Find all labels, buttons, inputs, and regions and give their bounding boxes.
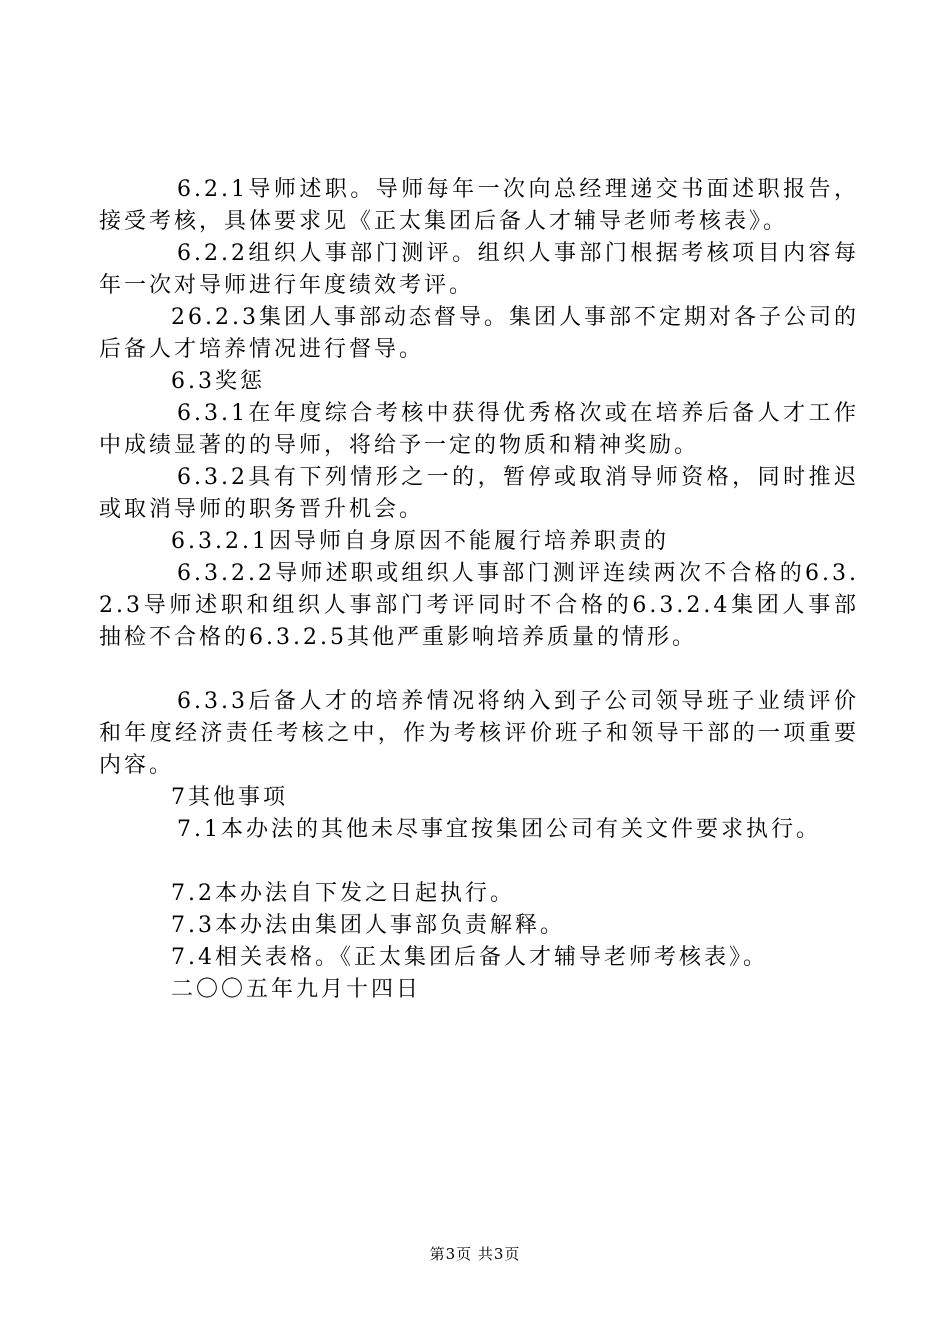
- paragraph-7-4: 7.4相关表格。《正太集团后备人才辅导老师考核表》。: [171, 945, 768, 970]
- document-body: [99, 174, 859, 1006]
- paragraph-7-2: 7.2本办法自下发之日起执行。: [171, 881, 515, 906]
- paragraph-6-3-2-1: 6.3.2.1因导师自身原因不能履行培养职责的: [171, 529, 669, 554]
- document-date: 二〇〇五年九月十四日: [171, 977, 422, 1002]
- paragraph-6-3-2-2: 6.3.2.2导师述职或组织人事部门测评连续两次不合格的6.3.2.3导师述职和组织人事部门考评同时不合格的6.3.2.4集团人事部抽检不合格的6.3.2.5其他严重影响培养质量的情形。: [99, 561, 859, 650]
- paragraph-7-3: 7.3本办法由集团人事部负责解释。: [171, 913, 565, 938]
- heading-7: 7其他事项: [171, 785, 288, 810]
- paragraph-6-3-1: 6.3.1在年度综合考核中获得优秀格次或在培养后备人才工作中成绩显著的的导师，将给予一定的物质和精神奖励。: [99, 401, 859, 458]
- paragraph-7-1: 7.1本办法的其他未尽事宜按集团公司有关文件要求执行。: [177, 817, 821, 842]
- heading-6-3: 6.3奖惩: [171, 369, 265, 394]
- paragraph-6-3-2: 6.3.2具有下列情形之一的，暂停或取消导师资格，同时推迟或取消导师的职务晋升机会。: [99, 465, 859, 522]
- paragraph-gap: [99, 654, 859, 686]
- paragraph-6-2-3: 26.2.3集团人事部动态督导。集团人事部不定期对各子公司的后备人才培养情况进行督导。: [99, 305, 859, 362]
- paragraph-gap: [99, 846, 859, 878]
- paragraph-6-3-3: 6.3.3后备人才的培养情况将纳入到子公司领导班子业绩评价和年度经济责任考核之中，作为考核评价班子和领导干部的一项重要内容。: [99, 689, 859, 778]
- page-footer: 第3页 共3页: [429, 1245, 521, 1263]
- paragraph-6-2-1: 6.2.1导师述职。导师每年一次向总经理递交书面述职报告，接受考核，具体要求见《正太集团后备人才辅导老师考核表》。: [99, 177, 859, 234]
- paragraph-6-2-2: 6.2.2组织人事部门测评。组织人事部门根据考核项目内容每年一次对导师进行年度绩效考评。: [99, 241, 859, 298]
